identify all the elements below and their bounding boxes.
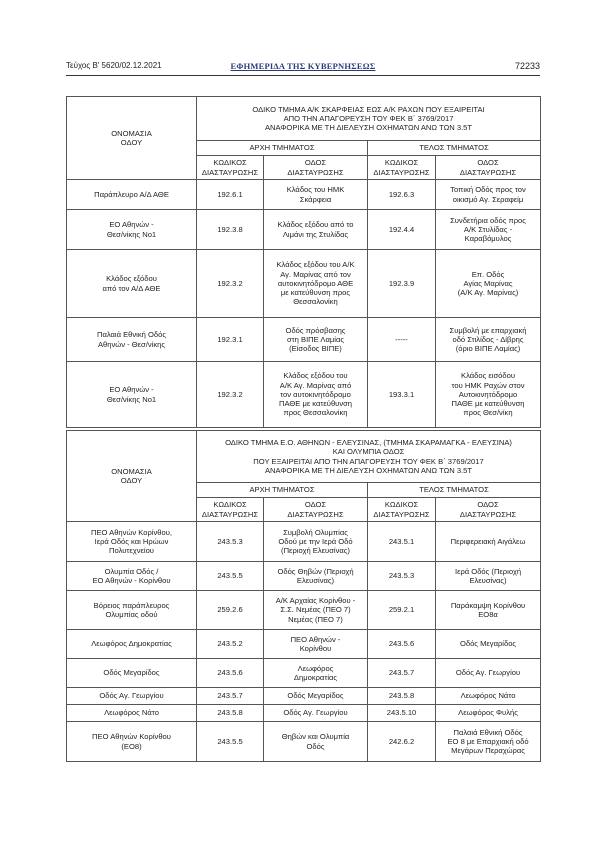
cell-line: Λεωφόρος Φυλής	[458, 708, 518, 718]
cell-line: Κλάδος εξόδου	[106, 274, 157, 284]
cell-line: Οδός Μεγαρίδος	[459, 639, 517, 649]
cell-line: Θεσ/νίκης Νο1	[106, 229, 157, 239]
cell-line: ΔΙΑΣΤΑΥΡΩΣΗΣ	[287, 167, 344, 177]
end-code-cell: 243.5.6	[368, 630, 436, 659]
cell-line: ΟΝΟΜΑΣΙΑ	[111, 466, 152, 476]
table-row	[67, 210, 541, 250]
start-code-cell: 243.5.5	[197, 562, 264, 591]
road-name-cell	[67, 705, 197, 722]
cell-line: Θεσσαλονίκη	[293, 297, 338, 307]
cell-line: (ΕΟ8)	[121, 741, 142, 751]
table-title-row	[67, 431, 541, 483]
cell-line: ΠΕΟ Αθηνών Κορίνθου,	[91, 527, 172, 537]
table-row	[67, 562, 541, 591]
page-header	[66, 60, 540, 74]
cell-line: ΕΟ Αθηνών - Κορίνθου	[92, 576, 171, 585]
cell-line: Οδός Μεγαρίδος	[103, 668, 160, 678]
cell-line: ΔΙΑΣΤΑΥΡΩΣΗΣ	[373, 509, 430, 519]
cell-line: ΑΝΑΦΟΡΙΚΑ ΜΕ ΤΗ ΔΙΕΛΕΥΣΗ ΟΧΗΜΑΤΩΝ ΑΝΩ ΤΩΝ 3.5Τ	[264, 465, 473, 475]
cell-line: ΠΑΘΕ με κατεύθυνση	[451, 399, 525, 409]
road-name-cell	[67, 250, 197, 318]
table-row	[67, 318, 541, 362]
cell-line: ΕΟ Αθηνών -	[109, 220, 154, 230]
cell-line: Ιερά Οδός (Περιοχή	[454, 566, 522, 576]
cell-line: Σ.Σ. Νεμέας (ΠΕΟ 7)	[280, 605, 351, 615]
end-cross-cell	[436, 630, 541, 659]
start-cross-cell	[264, 250, 368, 318]
end-cross-cell	[436, 522, 541, 562]
cell-line: από τον Α/Δ ΑΘΕ	[102, 283, 161, 293]
cell-line: Α/Κ Αρχαίας Κορίνθου -	[275, 596, 356, 606]
cell-line: Ιερά Οδός και Ηρώων	[94, 536, 169, 546]
end-code-cell: 259.2.1	[368, 591, 436, 630]
cell-line: (Περιοχή Ελευσίνας)	[281, 546, 350, 556]
cell-line: Α/Κ Στυλίδας -	[463, 224, 513, 234]
cell-line: Ολυμπίας οδού	[105, 610, 158, 619]
cell-line: με κατεύθυνση προς	[280, 288, 351, 298]
cell-line: οικισμό Αγ. Σεραφείμ	[452, 194, 524, 204]
cell-line: Καραβόμυλος	[464, 234, 512, 244]
cell-line: ΔΙΑΣΤΑΥΡΩΣΗΣ	[201, 167, 259, 177]
end-code-cell: 243.5.3	[368, 562, 436, 591]
end-cross-header	[436, 156, 541, 180]
start-cross-cell	[264, 630, 368, 659]
cell-line: Λιμάνι της Στυλίδας	[282, 229, 349, 239]
start-code-cell: 192.3.1	[197, 318, 264, 362]
cell-line: Τοπική Οδός προς τον	[450, 185, 526, 195]
cell-line: Περιφερειακή Αιγάλεω	[450, 536, 526, 546]
cell-line: ΔΙΑΣΤΑΥΡΩΣΗΣ	[373, 167, 430, 177]
road-name-cell	[67, 659, 197, 688]
end-code-cell: 192.3.9	[368, 250, 436, 318]
cell-line: ΑΠΟ ΤΗΝ ΑΠΑΓΟΡΕΥΣΗ ΤΟΥ ΦΕΚ Β΄ 3769/2017	[283, 113, 454, 123]
start-code-cell: 259.2.6	[197, 591, 264, 630]
cell-line: ΚΩΔΙΚΟΣ	[213, 158, 247, 168]
start-cross-header	[264, 498, 368, 522]
table-title-row	[67, 97, 541, 141]
end-cross-cell	[436, 659, 541, 688]
end-code-header	[368, 498, 436, 522]
table-row	[67, 722, 541, 762]
cell-line: ΟΝΟΜΑΣΙΑ	[111, 128, 152, 138]
cell-line: ΟΔΟΣ	[477, 500, 499, 510]
cell-line: Ολυμπία Οδός /	[104, 566, 159, 576]
end-cross-cell	[436, 562, 541, 591]
cell-line: ΕΟ 8 με Επαρχιακή οδό	[447, 736, 529, 746]
start-code-cell: 192.3.8	[197, 210, 264, 250]
cell-line: Συμβολή Ολυμπίας	[283, 527, 348, 537]
cell-line: ΟΔΟΣ	[304, 500, 327, 510]
road-name-cell	[67, 591, 197, 630]
table-row	[67, 180, 541, 210]
end-cross-cell	[436, 318, 541, 362]
cell-line: ΠΕΟ Αθηνών -	[290, 634, 341, 644]
start-cross-cell	[264, 522, 368, 562]
end-cross-cell	[436, 722, 541, 762]
table-title	[197, 431, 541, 483]
cell-line: ΔΙΑΣΤΑΥΡΩΣΗΣ	[287, 509, 344, 519]
end-cross-cell	[436, 250, 541, 318]
end-code-cell: 192.4.4	[368, 210, 436, 250]
start-cross-cell	[264, 562, 368, 591]
start-cross-header	[264, 156, 368, 180]
table-row	[67, 688, 541, 705]
cell-line: Παλαιά Εθνική Οδός	[453, 727, 523, 737]
newspaper-title: ΕΦΗΜΕΡΙΔΑ ΤΗΣ ΚΥΒΕΡΝΗΣΕΩΣ	[230, 61, 376, 71]
table-row	[67, 659, 541, 688]
cell-line: Ελευσίνας)	[296, 576, 335, 585]
start-cross-cell	[264, 722, 368, 762]
start-cross-cell	[264, 362, 368, 428]
cell-line: ΕΟ8α	[478, 610, 498, 619]
end-code-cell: 243.5.10	[368, 705, 436, 722]
cell-line: ΠΑΘΕ με κατεύθυνση	[278, 399, 353, 409]
cell-line: (Α/Κ Αγ. Μαρίνας)	[457, 288, 519, 298]
start-code-cell: 192.3.2	[197, 362, 264, 428]
start-code-cell: 243.5.5	[197, 722, 264, 762]
start-cross-cell	[264, 705, 368, 722]
cell-line: Λεωφόρος Δημοκρατίας	[91, 639, 172, 649]
end-code-cell: -----	[368, 318, 436, 362]
cell-line: ΟΔΙΚΟ ΤΜΗΜΑ Ε.Ο. ΑΘΗΝΩΝ - ΕΛΕΥΣΙΝΑΣ, (ΤΜΗΜΑ ΣΚΑΡΑΜΑΓΚΑ - ΕΛΕΥΣΙΝΑ)	[225, 437, 512, 447]
cell-line: αυτοκινητόδρομο ΑΘΕ	[277, 278, 354, 288]
end-section-header: ΤΕΛΟΣ ΤΜΗΜΑΤΟΣ	[368, 483, 541, 498]
table-row	[67, 362, 541, 428]
cell-line: ΟΔΙΚΟ ΤΜΗΜΑ Α/Κ ΣΚΑΡΦΕΙΑΣ ΕΩΣ Α/Κ ΡΑΧΩΝ ΠΟΥ ΕΞΑΙΡΕΙΤΑΙ	[252, 104, 485, 114]
end-cross-cell	[436, 362, 541, 428]
cell-line: ΚΑΙ ΟΛΥΜΠΙΑ ΟΔΟΣ	[332, 447, 405, 457]
start-cross-cell	[264, 180, 368, 210]
cell-line: Σκάρφεια	[299, 194, 332, 204]
cell-line: Οδός Θηβών (Περιοχή	[277, 566, 354, 576]
cell-line: Οδός Αγ. Γεωργίου	[455, 668, 521, 678]
cell-line: Αθηνών - Θεσ/νίκης	[97, 339, 166, 349]
cell-line: ΟΔΟΣ	[477, 158, 499, 168]
end-code-cell: 192.6.3	[368, 180, 436, 210]
cell-line: Ελευσίνας)	[469, 576, 507, 585]
road-name-cell	[67, 362, 197, 428]
cell-line: Συμβολή με επαρχιακή	[449, 325, 527, 335]
cell-line: Θηβών και Ολυμπία	[281, 732, 350, 742]
start-section-header: ΑΡΧΗ ΤΜΗΜΑΤΟΣ	[197, 483, 368, 498]
start-code-cell: 243.5.8	[197, 705, 264, 722]
end-code-cell: 242.6.2	[368, 722, 436, 762]
end-code-cell: 243.5.7	[368, 659, 436, 688]
road-name-cell	[67, 688, 197, 705]
cell-line: Συνδετήρια οδός προς	[450, 215, 526, 225]
cell-line: ΠΕΟ Αθηνών Κορίνθου	[92, 732, 171, 742]
cell-line: Παράκαμψη Κορίνθου	[450, 600, 526, 610]
cell-line: ΟΔΟΥ	[120, 138, 143, 147]
cell-line: Κλάδος εξόδου από το	[277, 220, 354, 230]
issue-label: Τεύχος Β' 5620/02.12.2021	[66, 61, 162, 70]
cell-line: Επ. Οδός	[471, 269, 505, 279]
cell-line: Πολυτεχνείου	[109, 546, 154, 556]
start-code-cell: 243.5.7	[197, 688, 264, 705]
cell-line: Αυτοκινητόδρομο	[458, 389, 518, 399]
start-code-header	[197, 156, 264, 180]
road-name-header	[67, 97, 197, 180]
table-row	[67, 630, 541, 659]
start-cross-cell	[264, 318, 368, 362]
table-row	[67, 522, 541, 562]
cell-line: Δημοκρατίας	[293, 673, 338, 682]
cell-line: Κλάδος εξόδου του	[283, 371, 348, 381]
cell-line: Α/Κ Αγ. Μαρίνας από	[279, 380, 352, 390]
cell-line: Λεωφόρος	[297, 663, 334, 673]
start-code-cell: 243.5.2	[197, 630, 264, 659]
cell-line: Λεωφόρος Νάτο	[460, 691, 516, 701]
road-name-header	[67, 431, 197, 522]
cell-line: Νεμέας (ΠΕΟ 7)	[288, 614, 343, 624]
start-code-cell: 243.5.3	[197, 522, 264, 562]
header-rule	[66, 75, 540, 76]
end-code-header	[368, 156, 436, 180]
cell-line: ΔΙΑΣΤΑΥΡΩΣΗΣ	[201, 509, 259, 519]
cell-line: ΚΩΔΙΚΟΣ	[384, 500, 419, 510]
start-cross-cell	[264, 688, 368, 705]
cell-line: Παράπλευρο Α/Δ ΑΘΕ	[94, 189, 169, 199]
road-name-cell	[67, 318, 197, 362]
cell-line: Οδού με την Ιερά Οδό	[278, 536, 353, 546]
end-cross-cell	[436, 688, 541, 705]
cell-line: Λεωφόρος Νάτο	[104, 708, 159, 718]
cell-line: προς Θεσσαλονίκη	[283, 408, 348, 418]
cell-line: ΟΔΟΣ	[304, 158, 327, 168]
cell-line: Οδός Αγ. Γεωργίου	[99, 691, 164, 701]
cell-line: ΚΩΔΙΚΟΣ	[213, 500, 247, 510]
table-row	[67, 705, 541, 722]
end-cross-cell	[436, 210, 541, 250]
end-cross-cell	[436, 705, 541, 722]
cell-line: (όριο ΒΙΠΕ Λαμίας)	[455, 344, 521, 354]
cell-line: Παλαιά Εθνική Οδός	[96, 330, 167, 340]
cell-line: Οδός Μεγαρίδος	[287, 691, 344, 701]
cell-line: Οδός	[306, 741, 325, 751]
cell-line: ΟΔΟΥ	[120, 476, 143, 485]
end-cross-header	[436, 498, 541, 522]
cell-line: στη ΒΙΠΕ Λαμίας	[286, 334, 344, 344]
cell-line: ΠΟΥ ΕΞΑΙΡΕΙΤΑΙ ΑΠΟ ΤΗΝ ΑΠΑΓΟΡΕΥΣΗ ΤΟΥ ΦΕΚ Β΄ 3769/2017	[253, 456, 484, 466]
cell-line: Θεσ/νίκης Νο1	[106, 394, 157, 404]
start-cross-cell	[264, 210, 368, 250]
start-section-header: ΑΡΧΗ ΤΜΗΜΑΤΟΣ	[197, 141, 368, 156]
cell-line: Αγίας Μαρίνας	[463, 278, 513, 288]
cell-line: ΕΟ Αθηνών -	[109, 385, 154, 395]
table-row	[67, 591, 541, 630]
cell-line: Οδός Αγ. Γεωργίου	[283, 708, 348, 718]
road-name-cell	[67, 180, 197, 210]
end-cross-cell	[436, 180, 541, 210]
road-name-cell	[67, 630, 197, 659]
start-code-cell: 192.6.1	[197, 180, 264, 210]
cell-line: του ΗΜΚ Ραχών στον	[451, 380, 525, 390]
cell-line: Οδός πρόσβασης	[285, 325, 346, 335]
cell-line: Μεγάρων Περαχώρας	[451, 746, 525, 756]
cell-line: ΔΙΑΣΤΑΥΡΩΣΗΣ	[459, 167, 517, 177]
cell-line: Αγ. Μαρίνας από τον	[280, 269, 351, 279]
cell-line: οδό Στιλίδος - Δίβρης	[452, 334, 524, 344]
cell-line: τον αυτοκινητόδρομο	[280, 389, 351, 399]
cell-line: ΑΝΑΦΟΡΙΚΑ ΜΕ ΤΗ ΔΙΕΛΕΥΣΗ ΟΧΗΜΑΤΩΝ ΑΝΩ ΤΩΝ 3.5Τ	[264, 123, 473, 133]
road-name-cell	[67, 522, 197, 562]
cell-line: Κορίνθου	[299, 644, 332, 653]
road-name-cell	[67, 210, 197, 250]
start-code-cell: 243.5.6	[197, 659, 264, 688]
cell-line: Κλάδος εξόδου του Α/Κ	[276, 260, 355, 270]
road-name-cell	[67, 562, 197, 591]
table-row	[67, 250, 541, 318]
start-code-header	[197, 498, 264, 522]
cell-line: ΔΙΑΣΤΑΥΡΩΣΗΣ	[459, 509, 517, 519]
table-skarfeia-rachon	[66, 96, 541, 428]
road-name-cell	[67, 722, 197, 762]
page-number: 72233	[514, 61, 540, 71]
end-code-cell: 243.5.8	[368, 688, 436, 705]
end-code-cell: 243.5.1	[368, 522, 436, 562]
cell-line: Κλάδος εισόδου	[461, 371, 515, 381]
cell-line: προς Θεσ/νίκη	[463, 408, 513, 418]
start-cross-cell	[264, 659, 368, 688]
cell-line: Κλάδος του ΗΜΚ	[286, 185, 345, 195]
cell-line: ΚΩΔΙΚΟΣ	[384, 158, 419, 168]
cell-line: Βόρειος παράπλευρος	[93, 600, 170, 610]
cell-line: (Είσοδος ΒΙΠΕ)	[289, 344, 342, 354]
end-section-header: ΤΕΛΟΣ ΤΜΗΜΑΤΟΣ	[368, 141, 541, 156]
table-title	[197, 97, 541, 141]
end-cross-cell	[436, 591, 541, 630]
end-code-cell: 193.3.1	[368, 362, 436, 428]
start-cross-cell	[264, 591, 368, 630]
start-code-cell: 192.3.2	[197, 250, 264, 318]
table-athinon-elefsinas	[66, 430, 541, 762]
